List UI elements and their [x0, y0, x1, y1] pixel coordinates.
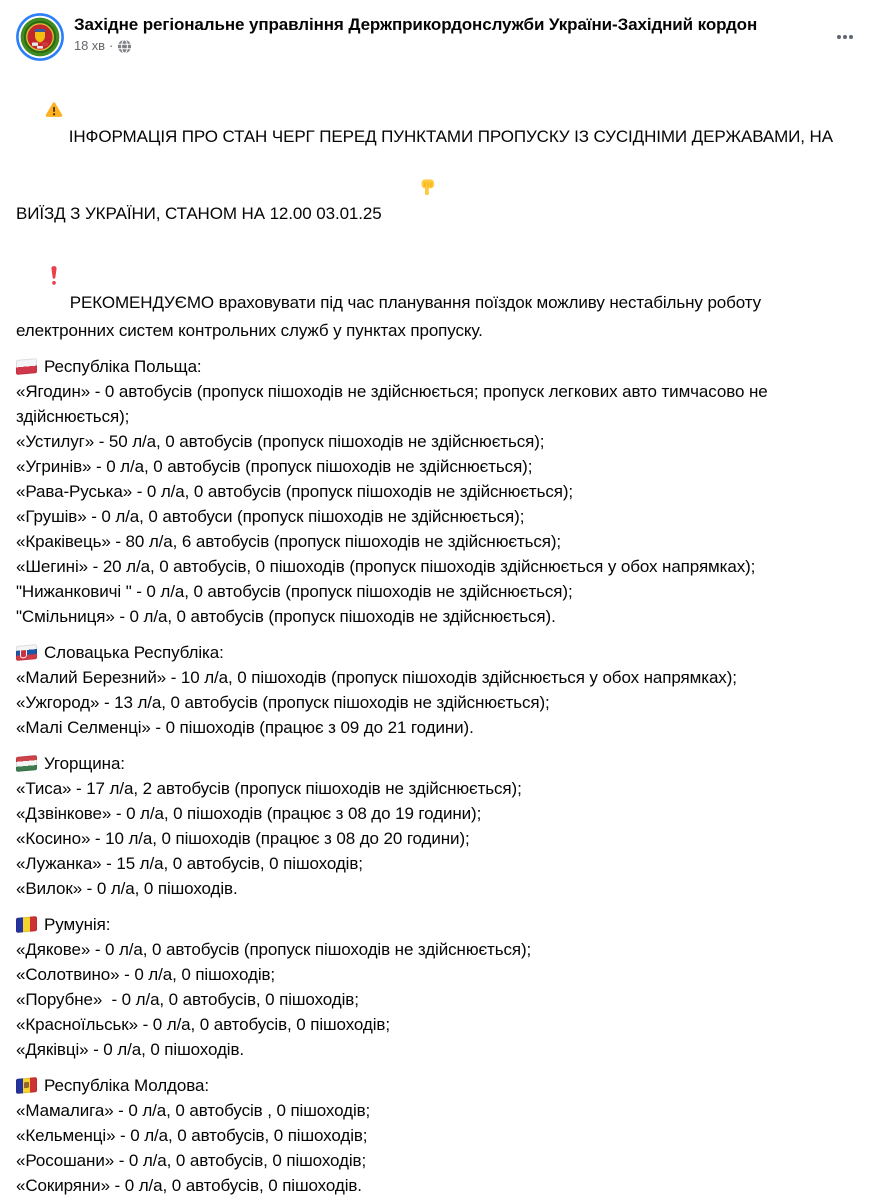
poland-flag-icon — [16, 358, 37, 375]
post-timestamp[interactable]: 18 хв — [74, 38, 105, 53]
crossing-point-line: «Тиса» - 17 л/а, 2 автобусів (пропуск пішоходів не здійснюється); — [16, 779, 522, 798]
crossing-point-line: «Краківець» - 80 л/а, 6 автобусів (пропуск пішоходів не здійснюється); — [16, 532, 562, 551]
country-title-line — [16, 354, 859, 379]
red-exclamation-icon — [20, 240, 60, 318]
page-avatar[interactable] — [16, 13, 64, 61]
crossing-point-line: «Мамалига» - 0 л/а, 0 автобусів , 0 пішоходів; — [16, 1101, 371, 1120]
crossing-point-line: «Порубне» - 0 л/а, 0 автобусів, 0 пішоходів; — [16, 990, 359, 1009]
country-title-line — [16, 640, 859, 665]
country-title-line — [16, 912, 859, 937]
crossing-point-line: «Дякове» - 0 л/а, 0 автобусів (пропуск пішоходів не здійснюється); — [16, 940, 532, 959]
post-body — [0, 67, 875, 1198]
country-section — [16, 1073, 859, 1198]
more-options-button[interactable] — [831, 19, 859, 60]
crossing-point-line: «Дяківці» - 0 л/а, 0 пішоходів. — [16, 1040, 245, 1059]
crossing-point-line: «Росошани» - 0 л/а, 0 автобусів, 0 пішоходів; — [16, 1151, 367, 1170]
post-meta-row — [74, 38, 831, 54]
country-section — [16, 354, 859, 629]
crossing-point-line: «Дзвінкове» - 0 л/а, 0 пішоходів (працює з 08 до 19 години); — [16, 804, 482, 823]
country-title-line — [16, 1073, 859, 1098]
intro-text-1: ІНФОРМАЦІЯ ПРО СТАН ЧЕРГ ПЕРЕД ПУНКТАМИ ПРОПУСКУ ІЗ СУСІДНІМИ ДЕРЖАВАМИ, НА ВИЇЗД З УКРАЇНИ, СТАНОМ НА 12.00 03.01.25 — [16, 127, 838, 223]
warning-icon — [16, 75, 64, 152]
border-guard-emblem-icon — [16, 13, 64, 61]
meta-separator: · — [108, 38, 114, 53]
crossing-point-line: "Нижанковичі " - 0 л/а, 0 автобусів (пропуск пішоходів не здійснюється); — [16, 582, 573, 601]
crossing-point-line: «Малі Селменці» - 0 пішоходів (працює з 09 до 21 години). — [16, 718, 474, 737]
country-title: Угорщина: — [44, 754, 125, 773]
crossing-point-line: "Смільниця» - 0 л/а, 0 автобусів (пропуск пішоходів не здійснюється). — [16, 607, 556, 626]
slovakia-flag-icon — [16, 644, 37, 661]
country-section — [16, 912, 859, 1062]
crossing-point-line: «Рава-Руська» - 0 л/а, 0 автобусів (пропуск пішоходів не здійснюється); — [16, 482, 574, 501]
header-meta — [74, 13, 831, 54]
country-section — [16, 751, 859, 901]
country-title: Республіка Молдова: — [44, 1076, 209, 1095]
crossing-point-line: «Солотвино» - 0 л/а, 0 пішоходів; — [16, 965, 276, 984]
crossing-point-line: «Лужанка» - 15 л/а, 0 автобусів, 0 пішоходів; — [16, 854, 363, 873]
intro-paragraph-2 — [16, 240, 859, 343]
crossing-point-line: «Ужгород» - 13 л/а, 0 автобусів (пропуск пішоходів не здійснюється); — [16, 693, 550, 712]
crossing-point-line: «Угринів» - 0 л/а, 0 автобусів (пропуск пішоходів не здійснюється); — [16, 457, 533, 476]
crossing-point-line: «Косино» - 10 л/а, 0 пішоходів (працює з 08 до 20 години); — [16, 829, 470, 848]
globe-icon — [117, 39, 132, 54]
crossing-point-line: «Вилок» - 0 л/а, 0 пішоходів. — [16, 879, 238, 898]
crossing-point-line: «Малий Березний» - 10 л/а, 0 пішоходів (пропуск пішоходів здійснюється у обох напрямках); — [16, 668, 737, 687]
crossing-point-line: «Красноїльськ» - 0 л/а, 0 автобусів, 0 пішоходів; — [16, 1015, 390, 1034]
country-section — [16, 640, 859, 740]
crossing-point-line: «Шегині» - 20 л/а, 0 автобусів, 0 пішоходів (пропуск пішоходів здійснюється у обох напрямках); — [16, 557, 756, 576]
moldova-flag-icon — [16, 1077, 37, 1094]
point-down-icon — [389, 152, 437, 229]
crossing-point-line: «Ягодин» - 0 автобусів (пропуск пішоходів не здійснюється; пропуск легкових авто тимчасово не здійснюється); — [16, 382, 773, 426]
crossing-point-line: «Кельменці» - 0 л/а, 0 автобусів, 0 пішоходів; — [16, 1126, 368, 1145]
three-dots-icon — [835, 27, 855, 47]
page-name[interactable]: Західне регіональне управління Держприкордонслужби України-Західний кордон — [74, 15, 758, 34]
crossing-point-line: «Сокиряни» - 0 л/а, 0 автобусів, 0 пішоходів. — [16, 1176, 362, 1195]
romania-flag-icon — [16, 916, 37, 933]
post-header — [0, 0, 875, 67]
country-title: Республіка Польща: — [44, 357, 202, 376]
intro-paragraph-1 — [16, 75, 859, 229]
hungary-flag-icon — [16, 755, 37, 772]
post-sections — [16, 354, 859, 1198]
country-title-line — [16, 751, 859, 776]
country-title: Румунія: — [44, 915, 111, 934]
country-title: Словацька Республіка: — [44, 643, 224, 662]
crossing-point-line: «Устилуг» - 50 л/а, 0 автобусів (пропуск пішоходів не здійснюється); — [16, 432, 545, 451]
intro-text-2: РЕКОМЕНДУЄМО враховувати під час планування поїздок можливу нестабільну роботу електронних систем контрольних служб у пунктах пропуску. — [16, 293, 766, 340]
crossing-point-line: «Грушів» - 0 л/а, 0 автобуси (пропуск пішоходів не здійснюється); — [16, 507, 525, 526]
